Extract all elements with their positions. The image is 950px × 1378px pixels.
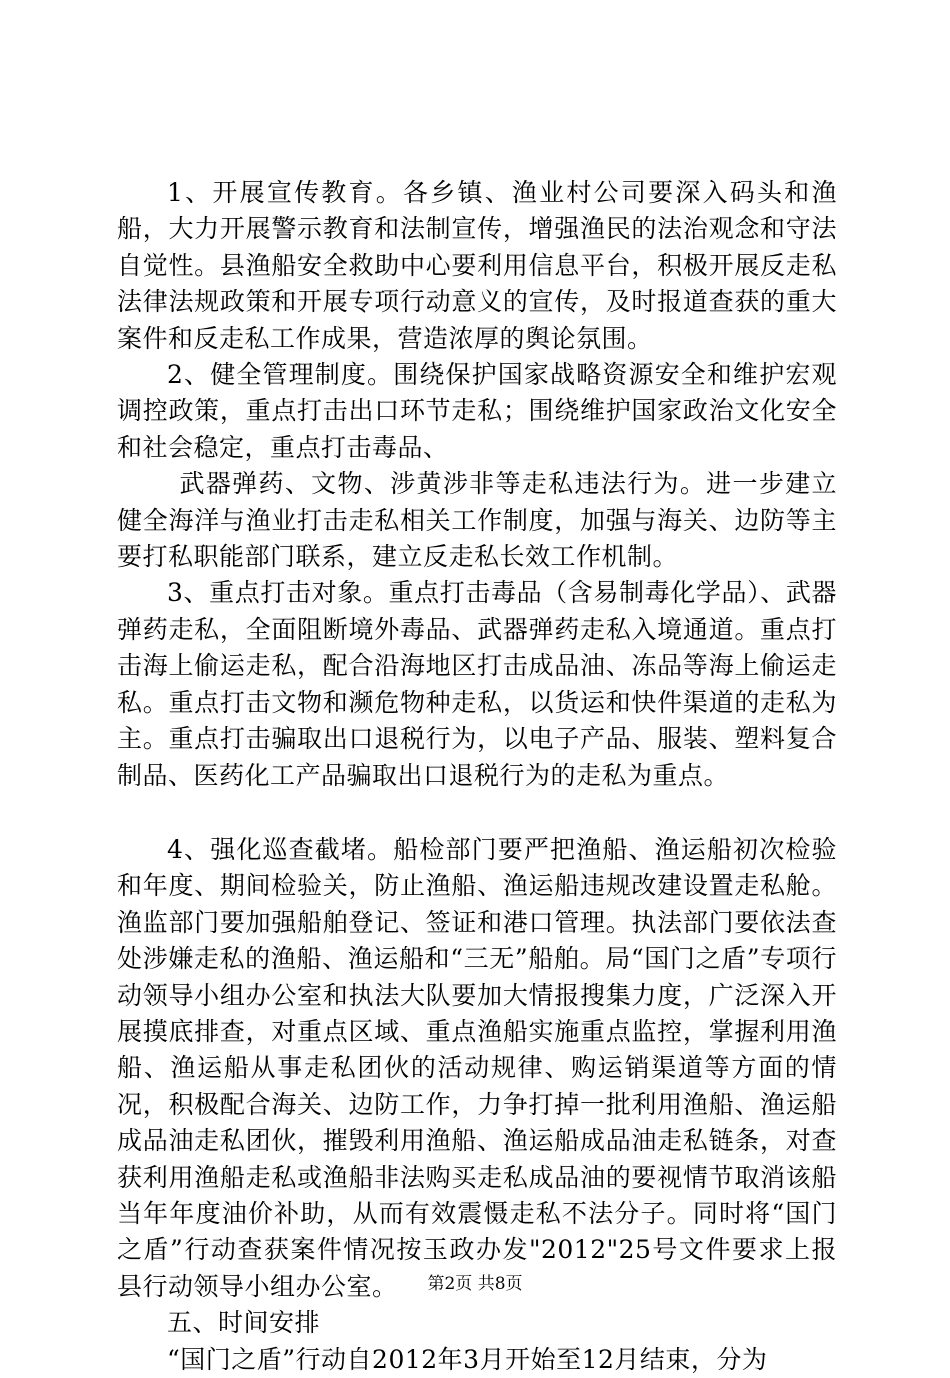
paragraph-management-system-cont: 武器弹药、文物、涉黄涉非等走私违法行为。进一步建立健全海洋与渔业打击走私相关工作制度，加强与海关、边防等主要打私职能部门联系，建立反走私长效工作机制。 — [117, 469, 837, 572]
paragraph-key-targets: 3、重点打击对象。重点打击毒品（含易制毒化学品）、武器弹药走私，全面阻断境外毒品、武器弹药走私入境通道。重点打击海上偷运走私，配合沿海地区打击成品油、冻品等海上偷运走私。重点打击文物和濒危物种走私，以货运和快件渠道的走私为主。重点打击骗取出口退税行为，以电子产品、服装、塑料复合制品、医药化工产品骗取出口退税行为的走私为重点。 — [117, 578, 837, 790]
paragraph-patrol-interception: 4、强化巡查截堵。船检部门要严把渔船、渔运船初次检验和年度、期间检验关，防止渔船、渔运船违规改建设置走私舱。渔监部门要加强船舶登记、签证和港口管理。执法部门要依法查处涉嫌走私的渔船、渔运船和“三无”船舶。局“国门之盾”专项行动领导小组办公室和执法大队要加大情报搜集力度，广泛深入开展摸底排查，对重点区域、重点渔船实施重点监控，掌握利用渔船、渔运船从事走私团伙的活动规律、购运销渠道等方面的情况，积极配合海关、边防工作，力争打掉一批利用渔船、渔运船成品油走私团伙，摧毁利用渔船、渔运船成品油走私链条，对查获利用渔船走私或渔船非法购买走私成品油的要视情节取消该船当年年度油价补助，从而有效震慑走私不法分子。同时将“国门之盾”行动查获案件情况按玉政办发"2012"25号文件要求上报县行动领导小组办公室。 — [117, 834, 837, 1301]
page-footer: 第2页 共8页 — [427, 1274, 523, 1294]
paragraph-management-system: 2、健全管理制度。围绕保护国家战略资源安全和维护宏观调控政策，重点打击出口环节走私；围绕维护国家政治文化安全和社会稳定，重点打击毒品、 — [117, 360, 837, 462]
document-body — [117, 175, 837, 1378]
paragraph-publicity-education: 1、开展宣传教育。各乡镇、渔业村公司要深入码头和渔船，大力开展警示教育和法制宣传，增强渔民的法治观念和守法自觉性。县渔船安全救助中心要利用信息平台，积极开展反走私法律法规政策和开展专项行动意义的宣传，及时报道查获的重大案件和反走私工作成果，营造浓厚的舆论氛围。 — [117, 178, 837, 353]
paragraph-gap — [117, 794, 837, 832]
paragraph-schedule: “国门之盾”行动自2012年3月开始至12月结束，分为 — [167, 1344, 768, 1374]
section-heading-schedule: 五、时间安排 — [167, 1308, 321, 1338]
